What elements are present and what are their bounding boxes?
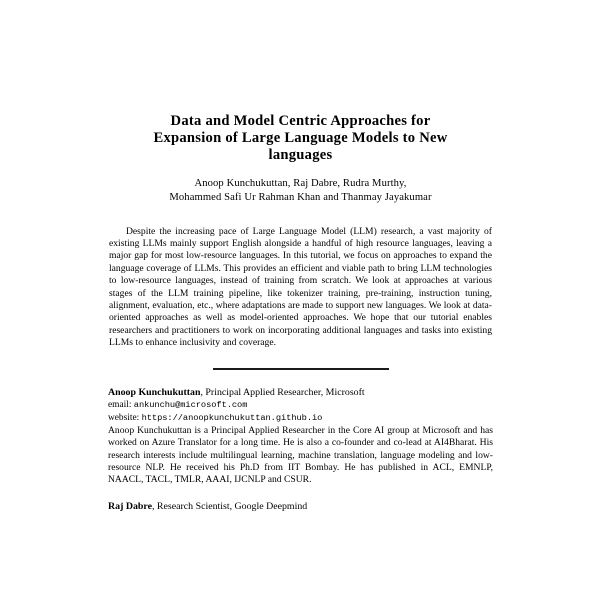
- bio-email-line: [108, 399, 493, 412]
- bio-email-value[interactable]: ankunchu@microsoft.com: [133, 400, 248, 411]
- bio-affiliation: , Principal Applied Researcher, Microsoft: [200, 386, 365, 398]
- bio-affiliation: , Research Scientist, Google Deepmind: [151, 500, 308, 512]
- bio-heading: [108, 500, 493, 513]
- bio-website-value[interactable]: https://anoopkunchukuttan.github.io: [141, 413, 323, 424]
- title-line-3: languages: [268, 147, 333, 164]
- section-divider: [108, 368, 493, 370]
- abstract-paragraph: Despite the increasing pace of Large Language Model (LLM) research, a vast majority of existing LLMs mainly support English alongside a handful of high resource languages, leaving a major gap for most low-resource languages. In this tutorial, we focus on approaches to expand the language coverage of LLMs. This provides an efficient and viable path to bring LLM technologies to low-resource languages, instead of training from scratch. We look at approaches at various stages of the LLM training pipeline, like tokenizer training, pre-training, instruction tuning, alignment, evaluation, etc., where adaptations are made to support new languages. We look at data-oriented approaches as well as model-oriented approaches. We hope that our tutorial enables researchers and practitioners to work on incorporating additional languages and tasks into existing LLMs to enhance inclusivity and coverage.: [109, 225, 492, 348]
- bio-name: Anoop Kunchukuttan: [108, 386, 201, 398]
- presenter-bio-raj-dabre: [108, 500, 493, 513]
- title-line-2: Expansion of Large Language Models to New: [153, 130, 448, 147]
- paper-title: [108, 113, 493, 165]
- horizontal-rule: [213, 368, 389, 370]
- bio-description: Anoop Kunchukuttan is a Principal Applied Researcher in the Core AI group at Microsoft and has worked on Azure Translator for a long time. He is also a co-founder and co-lead at AI4Bharat. His research interests include multilingual learning, machine translation, language modeling and low-resource NLP. He received his Ph.D from IIT Bombay. He has published in ACL, EMNLP, NAACL, TACL, TMLR, AAAI, IJCNLP and CSUR.: [108, 425, 493, 486]
- author-line-2: Mohammed Safi Ur Rahman Khan and Thanmay Jayakumar: [169, 192, 432, 204]
- abstract-section: [108, 226, 493, 349]
- paper-content-column: [108, 0, 493, 513]
- bio-website-label: website:: [108, 413, 142, 424]
- author-line-1: Anoop Kunchukuttan, Raj Dabre, Rudra Murthy,: [194, 177, 407, 189]
- bio-heading: [108, 386, 493, 399]
- title-line-1: Data and Model Centric Approaches for: [170, 113, 431, 129]
- bio-website-line: [108, 412, 493, 425]
- bio-name: Raj Dabre: [108, 500, 152, 512]
- bio-email-label: email:: [108, 400, 134, 411]
- author-list: [108, 177, 493, 206]
- presenter-bio-anoop-kunchukuttan: [108, 386, 493, 487]
